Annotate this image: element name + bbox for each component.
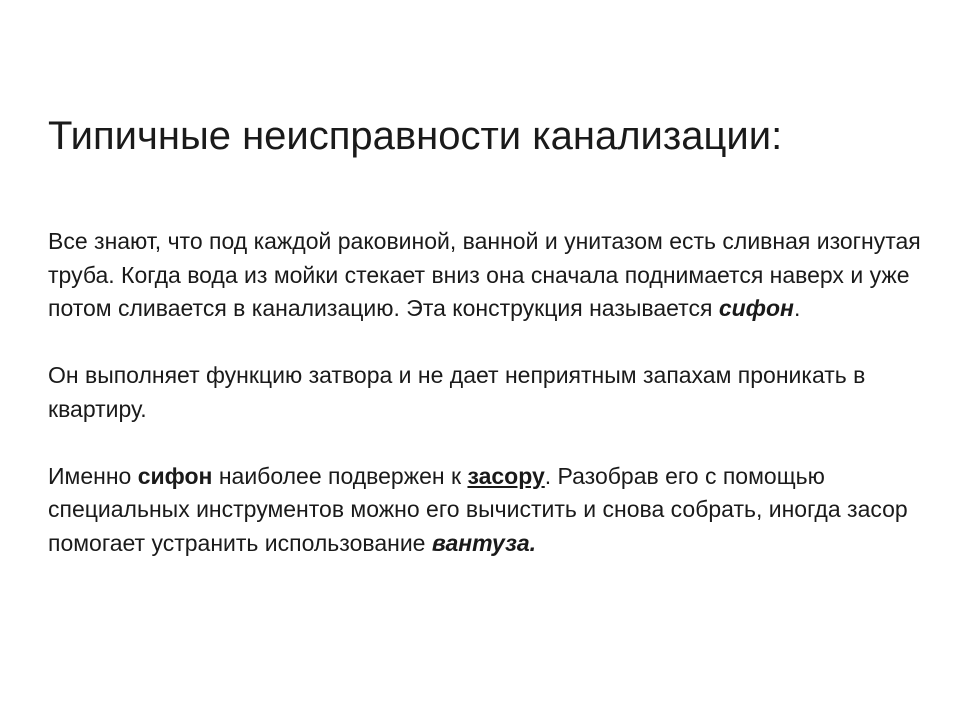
paragraph-text: Он выполняет функцию затвора и не дает неприятным запахам проникать в квартиру.	[48, 362, 866, 422]
paragraph-text-start: Именно	[48, 462, 138, 489]
paragraph-siphon-definition	[48, 225, 928, 326]
slide-body	[48, 225, 928, 560]
paragraph-siphon-function	[48, 359, 928, 426]
paragraph-siphon-clog	[48, 460, 928, 561]
underlined-clog: засору	[467, 462, 545, 489]
emphasis-plunger: вантуза.	[431, 529, 536, 556]
slide-title: Типичные неисправности канализации:	[48, 114, 783, 158]
paragraph-text-middle: наиболее подвержен к	[212, 462, 468, 489]
paragraph-text-continue: . Разобрав его с помощью специальных инструментов можно его вычистить и снова собрать, иногда засор помогает устранить использование	[48, 462, 908, 556]
paragraph-text-end: .	[793, 295, 801, 321]
emphasis-siphon: сифон	[718, 295, 794, 321]
paragraph-text: Все знают, что под каждой раковиной, ванной и унитазом есть сливная изогнутая труба. Когда вода из мойки стекает вниз она сначала поднимается наверх и уже потом сливается в канализацию. Эта конструкция называется	[48, 228, 921, 321]
bold-siphon: сифон	[137, 462, 213, 489]
